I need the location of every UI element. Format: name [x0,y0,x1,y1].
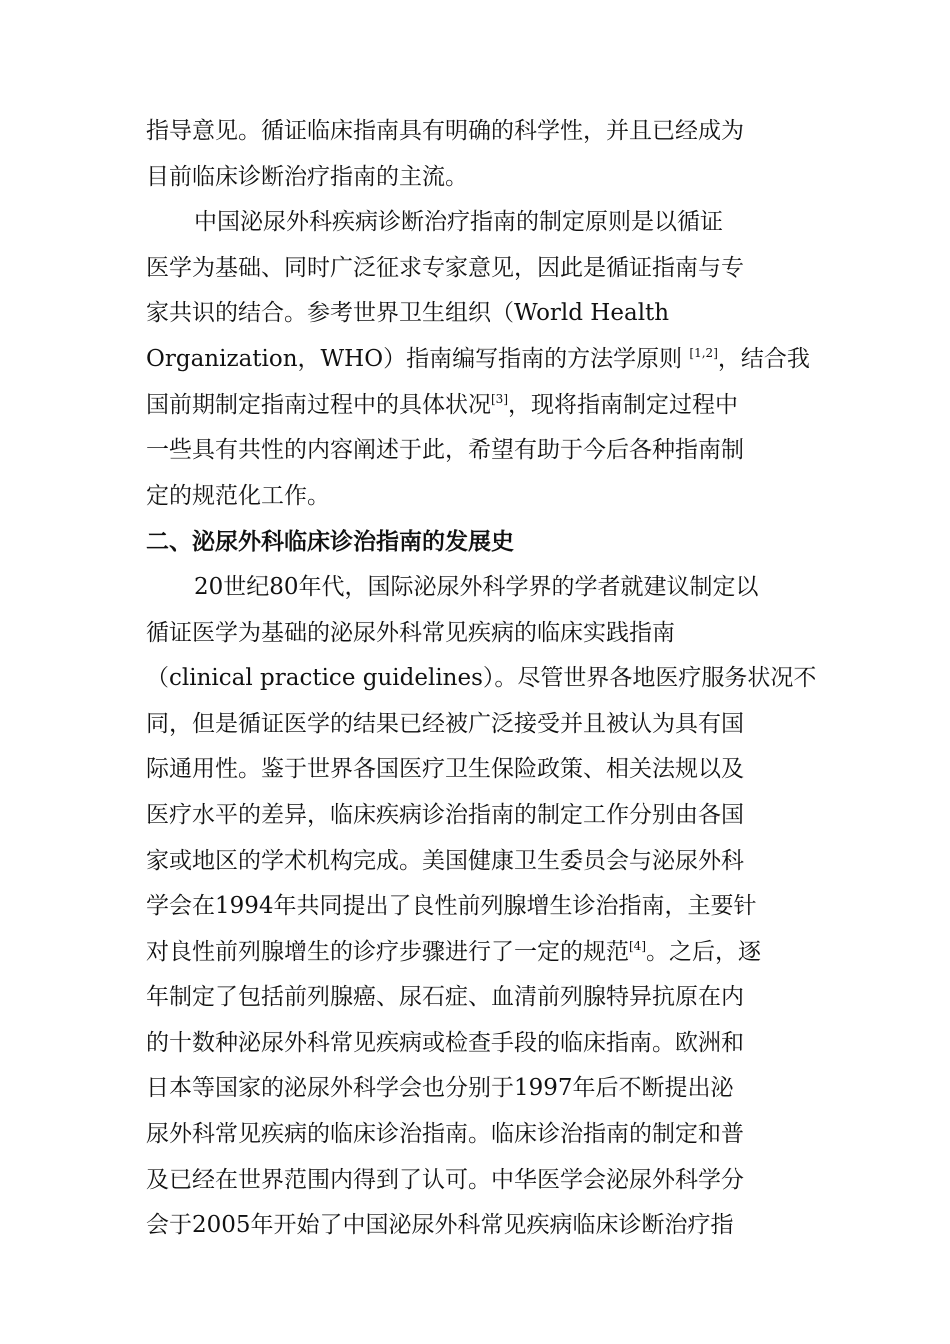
text-line: 同，但是循证医学的结果已经被广泛接受并且被认为具有国 [146,710,744,737]
paragraph-1 [146,109,810,200]
citation-ref: [3] [491,391,508,406]
text-line: 医学为基础、同时广泛征求专家意见，因此是循证指南与专 [146,254,744,281]
text-line: 循证医学为基础的泌尿外科常见疾病的临床实践指南 [146,619,675,646]
text-line [146,337,810,383]
text-line: 及已经在世界范围内得到了认可。中华医学会泌尿外科学分 [146,1166,744,1193]
paragraph-2 [146,200,810,519]
text-line: 家共识的结合。参考世界卫生组织（World Health [146,300,670,327]
text-line: 医疗水平的差异，临床疾病诊治指南的制定工作分别由各国 [146,801,744,828]
text-segment: 。之后，逐 [646,938,761,965]
citation-ref: [4] [629,938,646,953]
text-line: 际通用性。鉴于世界各国医疗卫生保险政策、相关法规以及 [146,756,744,783]
text-segment: 对良性前列腺增生的诊疗步骤进行了一定的规范 [146,938,629,965]
text-segment: ，现将指南制定过程中 [508,391,738,418]
text-segment: 国前期制定指南过程中的具体状况 [146,391,491,418]
text-line: 的十数种泌尿外科常见疾病或检查手段的临床指南。欧洲和 [146,1029,744,1056]
text-line [146,930,810,976]
paragraph-3 [146,565,817,1249]
body-text [146,109,817,1249]
text-segment: Organization，WHO）指南编写指南的方法学原则 [146,345,690,372]
text-line: 学会在1994年共同提出了良性前列腺增生诊治指南，主要针 [146,893,757,920]
text-line: （clinical practice guidelines）。尽管世界各地医疗服务状况不 [146,665,817,692]
text-line: 家或地区的学术机构完成。美国健康卫生委员会与泌尿外科 [146,847,744,874]
citation-ref: [1,2] [689,345,718,360]
text-line: 日本等国家的泌尿外科学会也分别于1997年后不断提出泌 [146,1075,734,1102]
text-line [146,383,810,429]
text-segment: ，结合我 [717,345,810,372]
text-line: 尿外科常见疾病的临床诊治指南。临床诊治指南的制定和普 [146,1121,744,1148]
text-line: 目前临床诊断治疗指南的主流。 [146,163,468,190]
text-line: 年制定了包括前列腺癌、尿石症、血清前列腺特异抗原在内 [146,984,744,1011]
text-line: 中国泌尿外科疾病诊断治疗指南的制定原则是以循证 [194,209,723,236]
text-line: 一些具有共性的内容阐述于此，希望有助于今后各种指南制 [146,437,744,464]
text-line: 会于2005年开始了中国泌尿外科常见疾病临床诊断治疗指 [146,1212,734,1239]
text-line: 定的规范化工作。 [146,482,330,509]
text-line: 指导意见。循证临床指南具有明确的科学性，并且已经成为 [146,118,744,144]
section-heading: 二、泌尿外科临床诊治指南的发展史 [146,528,514,556]
text-line: 20世纪80年代，国际泌尿外科学界的学者就建议制定以 [194,573,759,600]
